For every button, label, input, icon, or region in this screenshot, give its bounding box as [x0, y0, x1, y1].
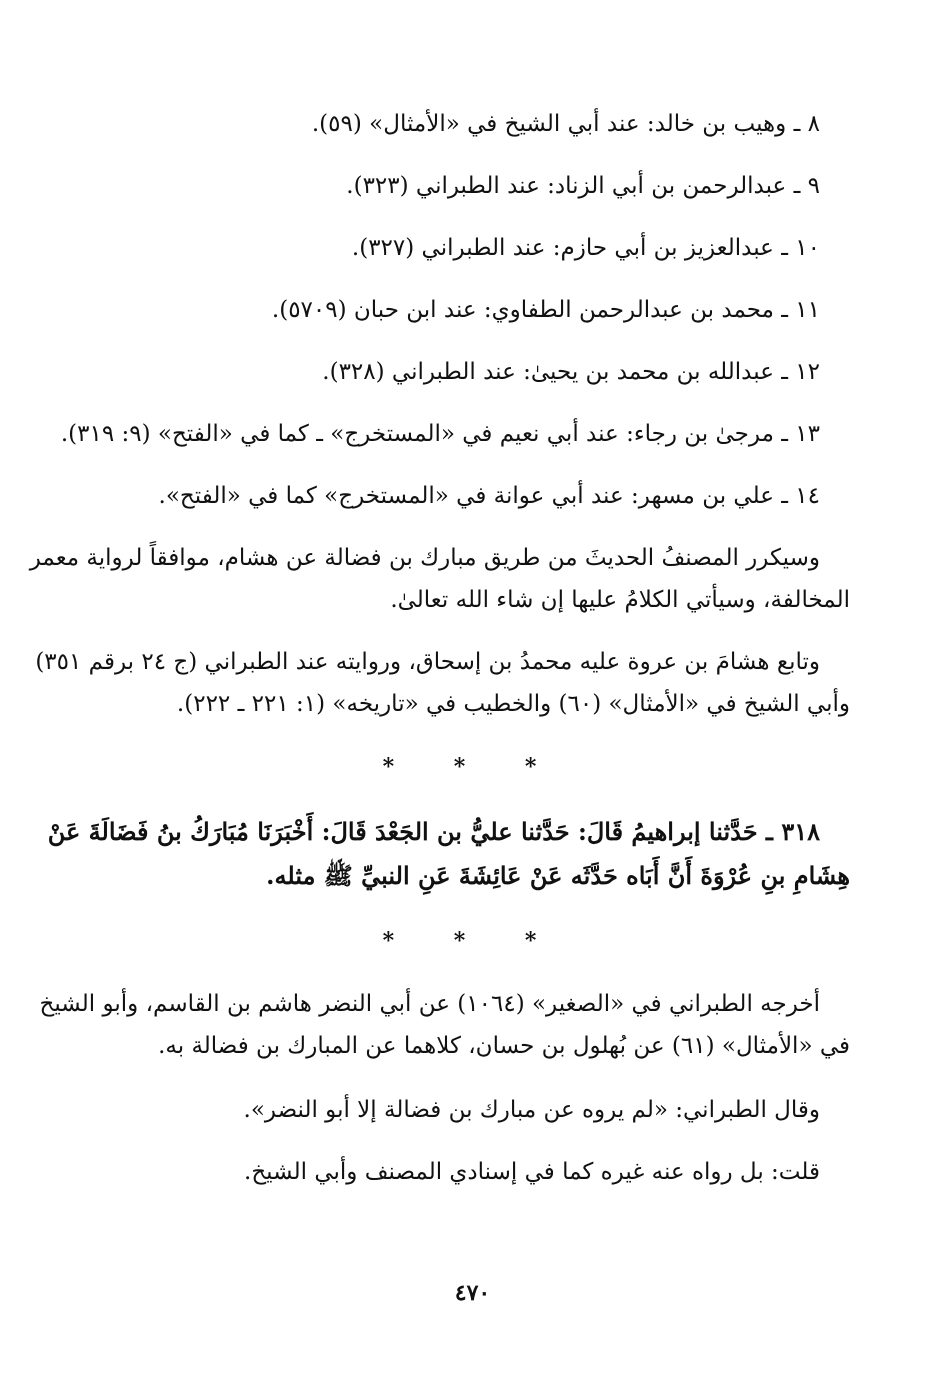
quote-line: وقال الطبراني: «لم يروه عن مبارك بن فضالة إلا أبو النضر». [243, 1097, 820, 1123]
list-item: ٨ ـ وهيب بن خالد: عند أبي الشيخ في «الأمثال» (٥٩). [311, 111, 820, 137]
section-separator: * * * [382, 754, 563, 780]
list-item: ١٠ ـ عبدالعزيز بن أبي حازم: عند الطبراني (٣٢٧). [351, 235, 820, 261]
paragraph-line: المخالفة، وسيأتي الكلامُ عليها إن شاء الله تعالىٰ. [390, 587, 850, 613]
hadith-text: هِشَامِ بنِ عُرْوَةَ أَنَّ أَبَاه حَدَّثَه عَنْ عَائِشَةَ عَنِ النبيِّ ﷺ مثله. [266, 861, 850, 890]
list-item: ١٢ ـ عبدالله بن محمد بن يحيىٰ: عند الطبراني (٣٢٨). [322, 359, 820, 385]
paragraph-line: وسيكرر المصنفُ الحديثَ من طريق مبارك بن فضالة عن هشام، موافقاً لرواية معمر [29, 545, 820, 571]
section-separator: * * * [382, 928, 563, 954]
list-item: ١٤ ـ علي بن مسهر: عند أبي عوانة في «المستخرج» كما في «الفتح». [158, 483, 820, 509]
paragraph-line: في «الأمثال» (٦١) عن بُهلول بن حسان، كلاهما عن المبارك بن فضالة به. [158, 1033, 850, 1059]
paragraph-line: وتابع هشامَ بن عروة عليه محمدُ بن إسحاق، وروايته عند الطبراني (ج ٢٤ برقم ٣٥١) [35, 649, 820, 675]
paragraph-line: أخرجه الطبراني في «الصغير» (١٠٦٤) عن أبي النضر هاشم بن القاسم، وأبو الشيخ [39, 991, 820, 1017]
page-number: ٤٧٠ [454, 1280, 491, 1306]
note-line: قلت: بل رواه عنه غيره كما في إسنادي المصنف وأبي الشيخ. [244, 1159, 820, 1185]
list-item: ١٣ ـ مرجىٰ بن رجاء: عند أبي نعيم في «المستخرج» ـ كما في «الفتح» (٩: ٣١٩). [60, 421, 820, 447]
list-item: ٩ ـ عبدالرحمن بن أبي الزناد: عند الطبراني (٣٢٣). [346, 173, 820, 199]
hadith-text: ٣١٨ ـ حَدَّثنا إبراهيمُ قَالَ: حَدَّثنا عليُّ بن الجَعْدَ قَالَ: أَخْبَرَنَا مُبَارَكُ بنُ فَضَالَةَ عَنْ [47, 817, 820, 846]
paragraph-line: وأبي الشيخ في «الأمثال» (٦٠) والخطيب في «تاريخه» (١: ٢٢١ ـ ٢٢٢). [176, 691, 850, 717]
list-item: ١١ ـ محمد بن عبدالرحمن الطفاوي: عند ابن حبان (٥٧٠٩). [271, 297, 820, 323]
